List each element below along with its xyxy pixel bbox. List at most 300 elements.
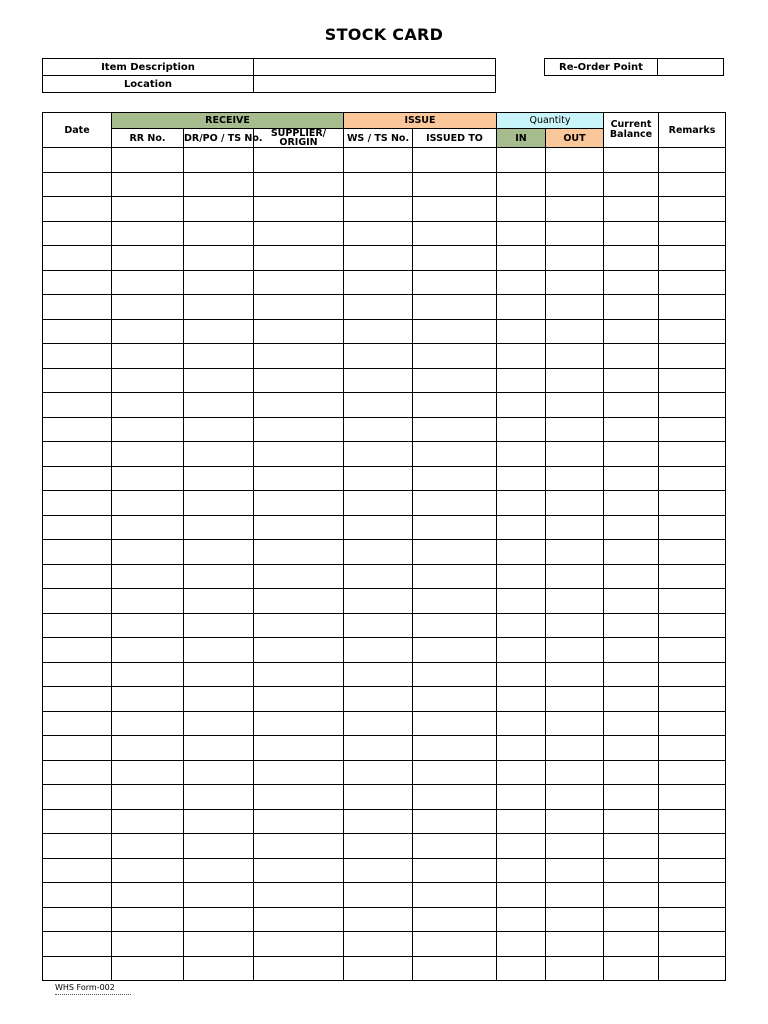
cell-ws-ts-no[interactable] <box>344 956 413 981</box>
cell-qty-out[interactable] <box>546 197 604 222</box>
cell-current-balance[interactable] <box>604 858 659 883</box>
cell-qty-in[interactable] <box>497 711 546 736</box>
cell-rr-no[interactable] <box>112 319 184 344</box>
cell-supplier-origin[interactable] <box>254 368 344 393</box>
cell-current-balance[interactable] <box>604 319 659 344</box>
cell-qty-in[interactable] <box>497 221 546 246</box>
cell-ws-ts-no[interactable] <box>344 221 413 246</box>
cell-dr-po-ts-no[interactable] <box>184 466 254 491</box>
cell-qty-in[interactable] <box>497 515 546 540</box>
cell-dr-po-ts-no[interactable] <box>184 221 254 246</box>
cell-ws-ts-no[interactable] <box>344 344 413 369</box>
cell-issued-to[interactable] <box>413 515 497 540</box>
cell-qty-out[interactable] <box>546 760 604 785</box>
cell-supplier-origin[interactable] <box>254 956 344 981</box>
cell-issued-to[interactable] <box>413 638 497 663</box>
cell-ws-ts-no[interactable] <box>344 172 413 197</box>
cell-supplier-origin[interactable] <box>254 858 344 883</box>
cell-qty-in[interactable] <box>497 270 546 295</box>
cell-dr-po-ts-no[interactable] <box>184 148 254 173</box>
cell-qty-in[interactable] <box>497 540 546 565</box>
cell-current-balance[interactable] <box>604 956 659 981</box>
cell-date[interactable] <box>43 221 112 246</box>
cell-rr-no[interactable] <box>112 760 184 785</box>
cell-qty-in[interactable] <box>497 564 546 589</box>
cell-dr-po-ts-no[interactable] <box>184 564 254 589</box>
cell-rr-no[interactable] <box>112 197 184 222</box>
cell-date[interactable] <box>43 246 112 271</box>
location-field[interactable] <box>254 76 496 93</box>
cell-remarks[interactable] <box>659 442 726 467</box>
cell-qty-out[interactable] <box>546 809 604 834</box>
cell-rr-no[interactable] <box>112 270 184 295</box>
cell-current-balance[interactable] <box>604 785 659 810</box>
cell-rr-no[interactable] <box>112 417 184 442</box>
cell-qty-out[interactable] <box>546 613 604 638</box>
cell-issued-to[interactable] <box>413 368 497 393</box>
cell-qty-out[interactable] <box>546 368 604 393</box>
cell-current-balance[interactable] <box>604 760 659 785</box>
cell-qty-out[interactable] <box>546 344 604 369</box>
cell-rr-no[interactable] <box>112 785 184 810</box>
cell-current-balance[interactable] <box>604 148 659 173</box>
cell-ws-ts-no[interactable] <box>344 711 413 736</box>
cell-current-balance[interactable] <box>604 270 659 295</box>
cell-supplier-origin[interactable] <box>254 466 344 491</box>
cell-current-balance[interactable] <box>604 662 659 687</box>
cell-remarks[interactable] <box>659 564 726 589</box>
cell-supplier-origin[interactable] <box>254 785 344 810</box>
cell-supplier-origin[interactable] <box>254 148 344 173</box>
cell-qty-out[interactable] <box>546 515 604 540</box>
cell-qty-out[interactable] <box>546 956 604 981</box>
cell-date[interactable] <box>43 417 112 442</box>
cell-current-balance[interactable] <box>604 736 659 761</box>
cell-remarks[interactable] <box>659 368 726 393</box>
cell-ws-ts-no[interactable] <box>344 319 413 344</box>
cell-rr-no[interactable] <box>112 932 184 957</box>
cell-supplier-origin[interactable] <box>254 172 344 197</box>
cell-qty-out[interactable] <box>546 148 604 173</box>
cell-supplier-origin[interactable] <box>254 319 344 344</box>
cell-current-balance[interactable] <box>604 515 659 540</box>
cell-qty-in[interactable] <box>497 809 546 834</box>
cell-date[interactable] <box>43 662 112 687</box>
cell-qty-in[interactable] <box>497 736 546 761</box>
cell-qty-out[interactable] <box>546 687 604 712</box>
cell-date[interactable] <box>43 393 112 418</box>
cell-supplier-origin[interactable] <box>254 442 344 467</box>
cell-current-balance[interactable] <box>604 466 659 491</box>
cell-remarks[interactable] <box>659 858 726 883</box>
cell-issued-to[interactable] <box>413 172 497 197</box>
cell-dr-po-ts-no[interactable] <box>184 687 254 712</box>
cell-issued-to[interactable] <box>413 270 497 295</box>
cell-issued-to[interactable] <box>413 295 497 320</box>
cell-issued-to[interactable] <box>413 736 497 761</box>
cell-date[interactable] <box>43 687 112 712</box>
cell-issued-to[interactable] <box>413 858 497 883</box>
cell-current-balance[interactable] <box>604 295 659 320</box>
cell-current-balance[interactable] <box>604 834 659 859</box>
cell-qty-in[interactable] <box>497 956 546 981</box>
cell-ws-ts-no[interactable] <box>344 515 413 540</box>
cell-date[interactable] <box>43 760 112 785</box>
cell-issued-to[interactable] <box>413 393 497 418</box>
cell-ws-ts-no[interactable] <box>344 491 413 516</box>
cell-dr-po-ts-no[interactable] <box>184 589 254 614</box>
cell-qty-in[interactable] <box>497 834 546 859</box>
cell-rr-no[interactable] <box>112 858 184 883</box>
cell-qty-out[interactable] <box>546 246 604 271</box>
cell-dr-po-ts-no[interactable] <box>184 736 254 761</box>
cell-current-balance[interactable] <box>604 809 659 834</box>
cell-supplier-origin[interactable] <box>254 295 344 320</box>
cell-current-balance[interactable] <box>604 638 659 663</box>
cell-ws-ts-no[interactable] <box>344 662 413 687</box>
reorder-point-field[interactable] <box>658 59 724 76</box>
cell-ws-ts-no[interactable] <box>344 564 413 589</box>
cell-remarks[interactable] <box>659 417 726 442</box>
cell-remarks[interactable] <box>659 491 726 516</box>
cell-issued-to[interactable] <box>413 711 497 736</box>
cell-dr-po-ts-no[interactable] <box>184 711 254 736</box>
cell-dr-po-ts-no[interactable] <box>184 638 254 663</box>
cell-qty-in[interactable] <box>497 295 546 320</box>
cell-current-balance[interactable] <box>604 883 659 908</box>
cell-qty-out[interactable] <box>546 883 604 908</box>
cell-rr-no[interactable] <box>112 491 184 516</box>
cell-qty-out[interactable] <box>546 270 604 295</box>
cell-qty-out[interactable] <box>546 858 604 883</box>
cell-issued-to[interactable] <box>413 760 497 785</box>
cell-qty-out[interactable] <box>546 442 604 467</box>
cell-rr-no[interactable] <box>112 736 184 761</box>
cell-supplier-origin[interactable] <box>254 736 344 761</box>
cell-qty-out[interactable] <box>546 785 604 810</box>
cell-qty-out[interactable] <box>546 540 604 565</box>
cell-date[interactable] <box>43 638 112 663</box>
cell-rr-no[interactable] <box>112 540 184 565</box>
cell-issued-to[interactable] <box>413 932 497 957</box>
cell-date[interactable] <box>43 932 112 957</box>
cell-qty-out[interactable] <box>546 491 604 516</box>
cell-date[interactable] <box>43 172 112 197</box>
cell-qty-out[interactable] <box>546 295 604 320</box>
cell-ws-ts-no[interactable] <box>344 809 413 834</box>
cell-issued-to[interactable] <box>413 687 497 712</box>
cell-issued-to[interactable] <box>413 417 497 442</box>
cell-rr-no[interactable] <box>112 638 184 663</box>
cell-dr-po-ts-no[interactable] <box>184 197 254 222</box>
cell-issued-to[interactable] <box>413 442 497 467</box>
cell-supplier-origin[interactable] <box>254 491 344 516</box>
cell-ws-ts-no[interactable] <box>344 858 413 883</box>
cell-qty-in[interactable] <box>497 687 546 712</box>
cell-date[interactable] <box>43 883 112 908</box>
cell-ws-ts-no[interactable] <box>344 613 413 638</box>
cell-qty-out[interactable] <box>546 711 604 736</box>
cell-dr-po-ts-no[interactable] <box>184 809 254 834</box>
cell-qty-out[interactable] <box>546 393 604 418</box>
cell-rr-no[interactable] <box>112 172 184 197</box>
cell-supplier-origin[interactable] <box>254 589 344 614</box>
cell-remarks[interactable] <box>659 907 726 932</box>
cell-date[interactable] <box>43 295 112 320</box>
cell-dr-po-ts-no[interactable] <box>184 540 254 565</box>
cell-remarks[interactable] <box>659 711 726 736</box>
cell-remarks[interactable] <box>659 344 726 369</box>
cell-ws-ts-no[interactable] <box>344 589 413 614</box>
cell-issued-to[interactable] <box>413 466 497 491</box>
cell-current-balance[interactable] <box>604 393 659 418</box>
cell-remarks[interactable] <box>659 687 726 712</box>
cell-ws-ts-no[interactable] <box>344 246 413 271</box>
cell-remarks[interactable] <box>659 295 726 320</box>
cell-supplier-origin[interactable] <box>254 197 344 222</box>
cell-qty-in[interactable] <box>497 466 546 491</box>
cell-current-balance[interactable] <box>604 540 659 565</box>
cell-remarks[interactable] <box>659 638 726 663</box>
cell-current-balance[interactable] <box>604 711 659 736</box>
cell-dr-po-ts-no[interactable] <box>184 368 254 393</box>
cell-remarks[interactable] <box>659 932 726 957</box>
cell-remarks[interactable] <box>659 466 726 491</box>
cell-date[interactable] <box>43 540 112 565</box>
cell-rr-no[interactable] <box>112 907 184 932</box>
cell-ws-ts-no[interactable] <box>344 295 413 320</box>
cell-qty-out[interactable] <box>546 907 604 932</box>
cell-qty-out[interactable] <box>546 736 604 761</box>
cell-qty-in[interactable] <box>497 442 546 467</box>
cell-current-balance[interactable] <box>604 564 659 589</box>
cell-supplier-origin[interactable] <box>254 907 344 932</box>
cell-remarks[interactable] <box>659 613 726 638</box>
cell-date[interactable] <box>43 197 112 222</box>
cell-supplier-origin[interactable] <box>254 638 344 663</box>
cell-qty-in[interactable] <box>497 589 546 614</box>
cell-supplier-origin[interactable] <box>254 515 344 540</box>
cell-current-balance[interactable] <box>604 221 659 246</box>
cell-dr-po-ts-no[interactable] <box>184 932 254 957</box>
cell-supplier-origin[interactable] <box>254 883 344 908</box>
cell-date[interactable] <box>43 736 112 761</box>
cell-dr-po-ts-no[interactable] <box>184 662 254 687</box>
cell-remarks[interactable] <box>659 809 726 834</box>
cell-ws-ts-no[interactable] <box>344 834 413 859</box>
cell-remarks[interactable] <box>659 319 726 344</box>
cell-date[interactable] <box>43 491 112 516</box>
cell-qty-out[interactable] <box>546 564 604 589</box>
item-description-field[interactable] <box>254 59 496 76</box>
cell-date[interactable] <box>43 319 112 344</box>
cell-issued-to[interactable] <box>413 956 497 981</box>
cell-dr-po-ts-no[interactable] <box>184 760 254 785</box>
cell-supplier-origin[interactable] <box>254 809 344 834</box>
cell-qty-in[interactable] <box>497 393 546 418</box>
cell-dr-po-ts-no[interactable] <box>184 172 254 197</box>
cell-supplier-origin[interactable] <box>254 711 344 736</box>
cell-remarks[interactable] <box>659 393 726 418</box>
cell-issued-to[interactable] <box>413 221 497 246</box>
cell-date[interactable] <box>43 564 112 589</box>
cell-qty-in[interactable] <box>497 417 546 442</box>
cell-ws-ts-no[interactable] <box>344 442 413 467</box>
cell-ws-ts-no[interactable] <box>344 760 413 785</box>
cell-qty-out[interactable] <box>546 172 604 197</box>
cell-rr-no[interactable] <box>112 687 184 712</box>
cell-issued-to[interactable] <box>413 197 497 222</box>
cell-ws-ts-no[interactable] <box>344 540 413 565</box>
cell-qty-in[interactable] <box>497 172 546 197</box>
cell-date[interactable] <box>43 368 112 393</box>
cell-issued-to[interactable] <box>413 613 497 638</box>
cell-date[interactable] <box>43 270 112 295</box>
cell-qty-in[interactable] <box>497 197 546 222</box>
cell-rr-no[interactable] <box>112 221 184 246</box>
cell-remarks[interactable] <box>659 589 726 614</box>
cell-supplier-origin[interactable] <box>254 613 344 638</box>
cell-issued-to[interactable] <box>413 834 497 859</box>
cell-date[interactable] <box>43 858 112 883</box>
cell-dr-po-ts-no[interactable] <box>184 515 254 540</box>
cell-current-balance[interactable] <box>604 907 659 932</box>
cell-supplier-origin[interactable] <box>254 246 344 271</box>
cell-current-balance[interactable] <box>604 417 659 442</box>
cell-remarks[interactable] <box>659 760 726 785</box>
cell-qty-out[interactable] <box>546 662 604 687</box>
cell-qty-in[interactable] <box>497 148 546 173</box>
cell-remarks[interactable] <box>659 834 726 859</box>
cell-ws-ts-no[interactable] <box>344 270 413 295</box>
cell-date[interactable] <box>43 442 112 467</box>
cell-remarks[interactable] <box>659 270 726 295</box>
cell-date[interactable] <box>43 148 112 173</box>
cell-rr-no[interactable] <box>112 956 184 981</box>
cell-dr-po-ts-no[interactable] <box>184 956 254 981</box>
cell-ws-ts-no[interactable] <box>344 148 413 173</box>
cell-qty-out[interactable] <box>546 589 604 614</box>
cell-qty-out[interactable] <box>546 466 604 491</box>
cell-current-balance[interactable] <box>604 613 659 638</box>
cell-ws-ts-no[interactable] <box>344 932 413 957</box>
cell-current-balance[interactable] <box>604 197 659 222</box>
cell-ws-ts-no[interactable] <box>344 417 413 442</box>
cell-supplier-origin[interactable] <box>254 564 344 589</box>
cell-rr-no[interactable] <box>112 466 184 491</box>
cell-ws-ts-no[interactable] <box>344 368 413 393</box>
cell-supplier-origin[interactable] <box>254 540 344 565</box>
cell-date[interactable] <box>43 344 112 369</box>
cell-current-balance[interactable] <box>604 589 659 614</box>
cell-ws-ts-no[interactable] <box>344 466 413 491</box>
cell-remarks[interactable] <box>659 515 726 540</box>
cell-ws-ts-no[interactable] <box>344 785 413 810</box>
cell-supplier-origin[interactable] <box>254 417 344 442</box>
cell-current-balance[interactable] <box>604 687 659 712</box>
cell-qty-out[interactable] <box>546 417 604 442</box>
cell-dr-po-ts-no[interactable] <box>184 393 254 418</box>
cell-qty-in[interactable] <box>497 638 546 663</box>
cell-remarks[interactable] <box>659 540 726 565</box>
cell-issued-to[interactable] <box>413 883 497 908</box>
cell-rr-no[interactable] <box>112 662 184 687</box>
cell-date[interactable] <box>43 834 112 859</box>
cell-qty-in[interactable] <box>497 785 546 810</box>
cell-rr-no[interactable] <box>112 515 184 540</box>
cell-rr-no[interactable] <box>112 711 184 736</box>
cell-date[interactable] <box>43 907 112 932</box>
cell-rr-no[interactable] <box>112 564 184 589</box>
cell-dr-po-ts-no[interactable] <box>184 858 254 883</box>
cell-issued-to[interactable] <box>413 491 497 516</box>
cell-remarks[interactable] <box>659 221 726 246</box>
cell-issued-to[interactable] <box>413 809 497 834</box>
cell-date[interactable] <box>43 785 112 810</box>
cell-ws-ts-no[interactable] <box>344 687 413 712</box>
cell-dr-po-ts-no[interactable] <box>184 295 254 320</box>
cell-current-balance[interactable] <box>604 344 659 369</box>
cell-issued-to[interactable] <box>413 344 497 369</box>
cell-dr-po-ts-no[interactable] <box>184 417 254 442</box>
cell-dr-po-ts-no[interactable] <box>184 883 254 908</box>
cell-date[interactable] <box>43 589 112 614</box>
cell-date[interactable] <box>43 466 112 491</box>
cell-rr-no[interactable] <box>112 809 184 834</box>
cell-qty-in[interactable] <box>497 319 546 344</box>
cell-issued-to[interactable] <box>413 662 497 687</box>
cell-supplier-origin[interactable] <box>254 270 344 295</box>
cell-supplier-origin[interactable] <box>254 760 344 785</box>
cell-current-balance[interactable] <box>604 442 659 467</box>
cell-supplier-origin[interactable] <box>254 834 344 859</box>
cell-rr-no[interactable] <box>112 883 184 908</box>
cell-rr-no[interactable] <box>112 613 184 638</box>
cell-date[interactable] <box>43 711 112 736</box>
cell-dr-po-ts-no[interactable] <box>184 907 254 932</box>
cell-qty-in[interactable] <box>497 858 546 883</box>
cell-dr-po-ts-no[interactable] <box>184 834 254 859</box>
cell-qty-out[interactable] <box>546 932 604 957</box>
cell-rr-no[interactable] <box>112 344 184 369</box>
cell-dr-po-ts-no[interactable] <box>184 270 254 295</box>
cell-qty-out[interactable] <box>546 834 604 859</box>
cell-remarks[interactable] <box>659 148 726 173</box>
cell-dr-po-ts-no[interactable] <box>184 246 254 271</box>
cell-current-balance[interactable] <box>604 491 659 516</box>
cell-qty-in[interactable] <box>497 760 546 785</box>
cell-qty-in[interactable] <box>497 662 546 687</box>
cell-supplier-origin[interactable] <box>254 662 344 687</box>
cell-qty-out[interactable] <box>546 319 604 344</box>
cell-dr-po-ts-no[interactable] <box>184 785 254 810</box>
cell-rr-no[interactable] <box>112 589 184 614</box>
cell-ws-ts-no[interactable] <box>344 197 413 222</box>
cell-issued-to[interactable] <box>413 785 497 810</box>
cell-current-balance[interactable] <box>604 246 659 271</box>
cell-rr-no[interactable] <box>112 368 184 393</box>
cell-issued-to[interactable] <box>413 564 497 589</box>
cell-supplier-origin[interactable] <box>254 344 344 369</box>
cell-supplier-origin[interactable] <box>254 393 344 418</box>
cell-ws-ts-no[interactable] <box>344 736 413 761</box>
cell-date[interactable] <box>43 956 112 981</box>
cell-remarks[interactable] <box>659 172 726 197</box>
cell-ws-ts-no[interactable] <box>344 638 413 663</box>
cell-rr-no[interactable] <box>112 834 184 859</box>
cell-dr-po-ts-no[interactable] <box>184 319 254 344</box>
cell-date[interactable] <box>43 613 112 638</box>
